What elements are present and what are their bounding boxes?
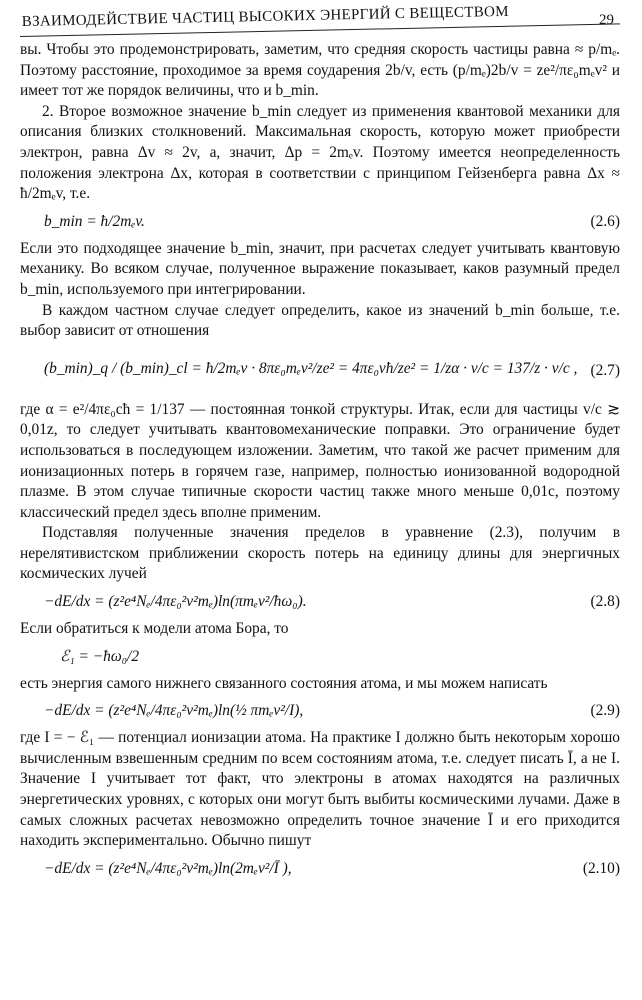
- running-head: ВЗАИМОДЕЙСТВИЕ ЧАСТИЦ ВЫСОКИХ ЭНЕРГИЙ С ВЕЩЕСТВОМ: [21, 3, 509, 31]
- equation-number: (2.7): [590, 361, 620, 379]
- equation-formula: −dE/dx = (z²e⁴Nₑ/4πε₀²v²mₑ)ln(½ πmₑv²/I),: [44, 702, 304, 720]
- paragraph: Подставляя полученные значения пределов в уравнение (2.3), получим в нерелятивистском приближении скорость потерь на единицу длины для энергичных космических лучей: [20, 524, 620, 583]
- equation: [20, 646, 620, 668]
- equation: [20, 700, 620, 722]
- equation-number: (2.6): [590, 212, 620, 230]
- equation: [20, 858, 620, 880]
- equation-number: (2.10): [582, 859, 620, 877]
- equation: [20, 591, 620, 613]
- paragraph: В каждом частном случае следует определить, какое из значений b_min больше, т.е. выбор зависит от отношения: [20, 301, 620, 340]
- paragraph: где I = − ℰ₁ — потенциал ионизации атома. На практике I должно быть некоторым хорошо вычисленным взвешенным средним по всем состояниям атома, т.е. следует писать Ī, а не I. Значение I учитывает тот факт, что электроны в атомах находятся на различных энергетических уровнях, с которых они могут быть выбиты космическими лучами. Даже в самых сложных расчетах невозможно определить точное значение Ī и его приходится находить экспериментально. Обычно пишут: [20, 729, 620, 850]
- equation: [20, 211, 620, 233]
- equation-formula: (b_min)_q / (b_min)_cl = ħ/2mₑv · 8πε₀mₑv²/ze² = 4πε₀vħ/ze² = 1/zα · v/c = 137/z · v/c ,: [44, 359, 578, 377]
- equation-formula: −dE/dx = (z²e⁴Nₑ/4πε₀²v²mₑ)ln(2mₑv²/Ī ),: [44, 859, 292, 877]
- equation-formula: −dE/dx = (z²e⁴Nₑ/4πε₀²v²mₑ)ln(πmₑv²/ħω₀).: [44, 593, 307, 611]
- paragraph: где α = e²/4πε₀cħ = 1/137 — постоянная тонкой структуры. Итак, если для частицы v/c ≳ 0,01z, то следует учитывать квантовомеханические поправки. Это ограничение будет использоваться в последующем изложении. Заметим, что такой же расчет применим для ионизационных потерь в горячем газе, например, полностью ионизованной водородной плазме. В этом случае типичные скорости частиц также много меньше 0,01c, поэтому классический предел здесь вполне применим.: [20, 400, 620, 521]
- equation: [20, 348, 620, 394]
- page-number: 29: [599, 12, 614, 28]
- paragraph: вы. Чтобы это продемонстрировать, заметим, что средняя скорость частицы равна ≈ p/mₑ. Поэтому расстояние, проходимое за время соударения 2b/v, есть (p/mₑ)2b/v = ze²/πε₀mₑv² и имеет тот же порядок величины, что и b_min.: [20, 41, 620, 100]
- paragraph: Если обратиться к модели атома Бора, то: [20, 620, 289, 638]
- equation-number: (2.9): [590, 702, 620, 720]
- paragraph: 2. Второе возможное значение b_min следует из применения квантовой механики для описания близких столкновений. Максимальная скорость, которую может приобрести электрон, равна Δv ≈ 2v, а, значит, Δp = 2mₑv. Поэтому имеется неопределенность положения электрона Δx, которая в соответствии с принципом Гейзенберга равна Δx ≈ ħ/2mₑv, т.е.: [20, 102, 620, 203]
- page-header: [20, 0, 620, 40]
- paragraph: есть энергия самого нижнего связанного состояния атома, и мы можем написать: [20, 674, 548, 692]
- page-body: [20, 40, 620, 880]
- equation-formula: b_min = ħ/2mₑv.: [44, 212, 145, 230]
- equation-formula: ℰ₁ = −ħω₀/2: [60, 647, 140, 665]
- paragraph: Если это подходящее значение b_min, значит, при расчетах следует учитывать квантовую механику. Во всяком случае, полученное выражение показывает, каков разумный предел b_min, используемого при интегрировании.: [20, 239, 620, 298]
- equation-number: (2.8): [590, 593, 620, 611]
